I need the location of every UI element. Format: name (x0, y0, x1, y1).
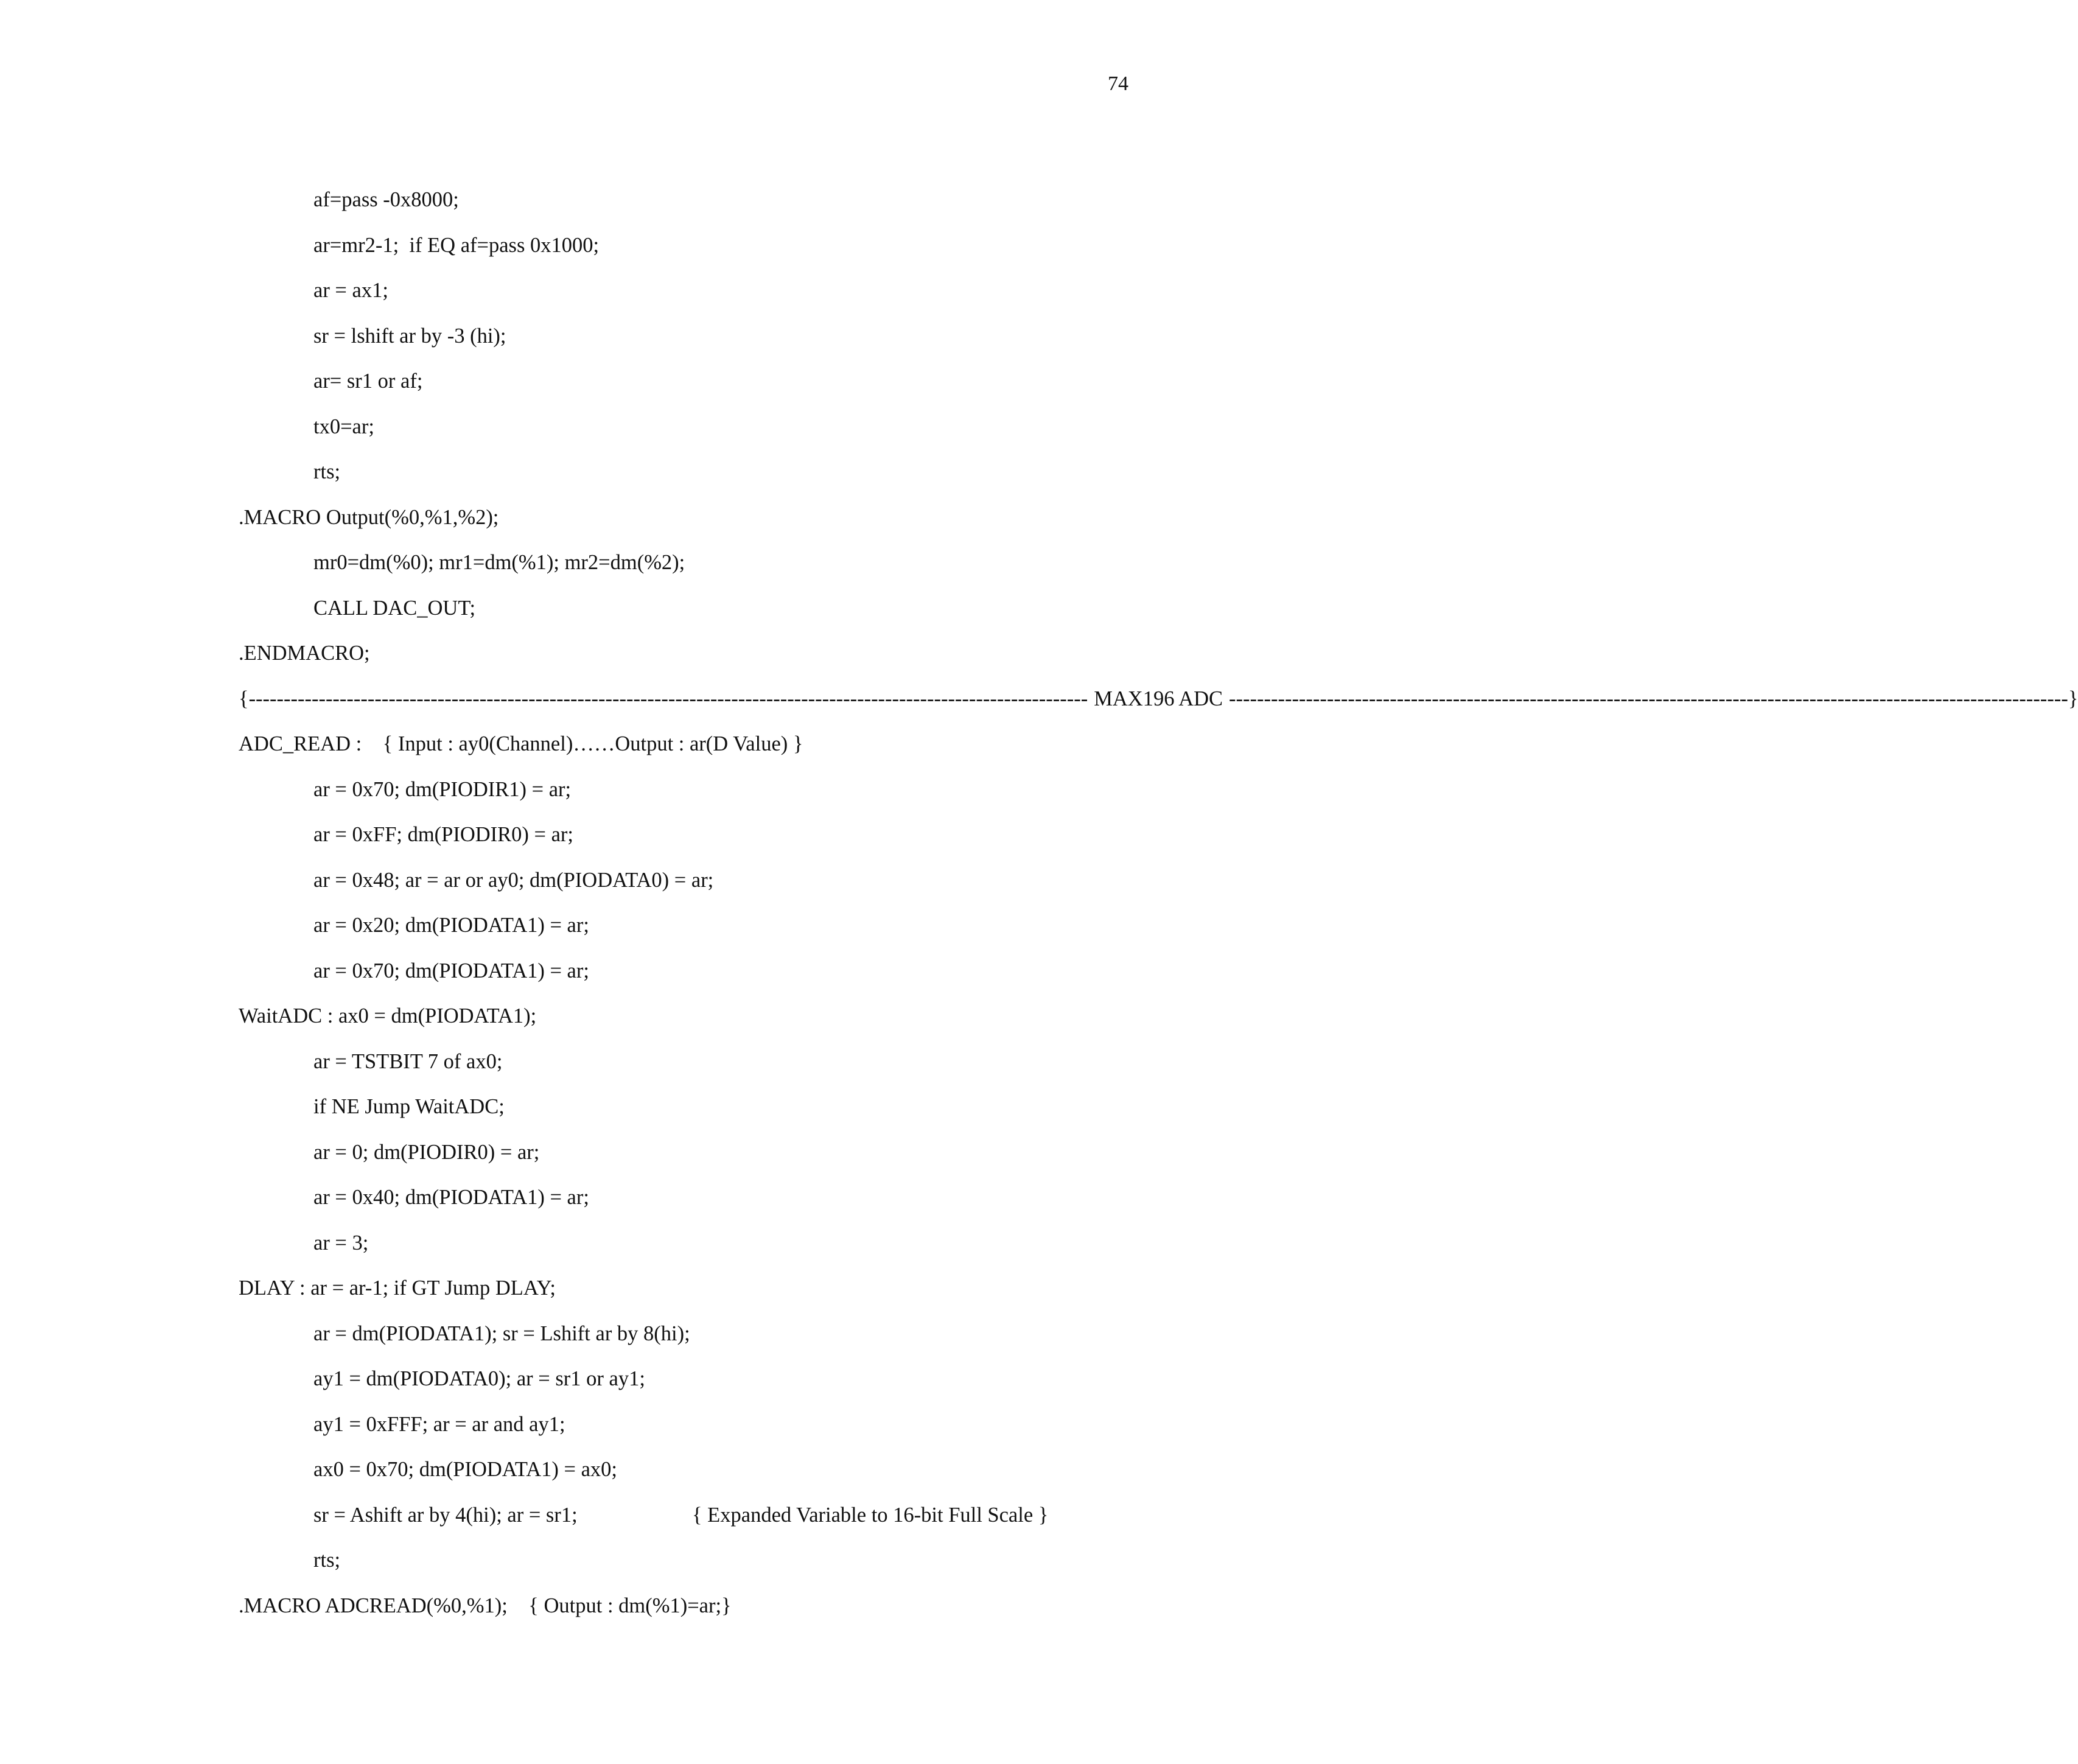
separator-open-brace: { (239, 687, 249, 710)
separator-label: MAX196 ADC (1094, 687, 1223, 710)
code-label-line (239, 505, 1133, 551)
code-text: .MACRO ADCREAD(%0,%1); { Output : dm(%1)=ar;} (239, 1594, 732, 1617)
code-text: ar = 0x20; dm(PIODATA1) = ar; (313, 914, 589, 937)
code-line (239, 1185, 1133, 1231)
separator-dashes-left: ------------------------------------------------------------------------------------------------------------------------ (248, 687, 1088, 710)
code-text: mr0=dm(%0); mr1=dm(%1); mr2=dm(%2); (313, 551, 685, 574)
code-text: sr = lshift ar by -3 (hi); (313, 324, 506, 348)
code-line (239, 913, 1133, 959)
code-text: sr = Ashift ar by 4(hi); ar = sr1; (313, 1503, 578, 1527)
code-text: .ENDMACRO; (239, 642, 370, 665)
code-label-line (239, 1594, 1133, 1639)
code-text: WaitADC : ax0 = dm(PIODATA1); (239, 1004, 537, 1027)
code-text: CALL DAC_OUT; (313, 596, 476, 620)
code-line (239, 1548, 1133, 1594)
code-text: ay1 = 0xFFF; ar = ar and ay1; (313, 1412, 565, 1436)
code-label-line (239, 1276, 1133, 1321)
code-text: ar = 0x70; dm(PIODATA1) = ar; (313, 959, 589, 982)
code-text: DLAY : ar = ar-1; if GT Jump DLAY; (239, 1276, 556, 1300)
code-text: ar = 0; dm(PIODIR0) = ar; (313, 1140, 540, 1164)
code-text: ar = TSTBIT 7 of ax0; (313, 1049, 503, 1073)
code-label-line (239, 641, 1133, 687)
code-line (239, 550, 1133, 596)
code-text: ar = 3; (313, 1231, 369, 1255)
code-line (239, 1140, 1133, 1186)
code-line (239, 1231, 1133, 1276)
code-text: tx0=ar; (313, 415, 374, 438)
code-text: ADC_READ : { Input : ay0(Channel)……Output : ar(D Value) } (239, 732, 803, 755)
code-line (239, 777, 1133, 823)
code-text: ay1 = dm(PIODATA0); ar = sr1 or ay1; (313, 1367, 645, 1390)
code-line (239, 278, 1133, 324)
code-line (239, 187, 1133, 233)
code-line (239, 1503, 1133, 1549)
code-text: rts; (313, 1549, 341, 1572)
code-text: ax0 = 0x70; dm(PIODATA1) = ax0; (313, 1458, 617, 1481)
code-label-line (239, 732, 1133, 777)
code-text: ar = dm(PIODATA1); sr = Lshift ar by 8(hi); (313, 1321, 690, 1345)
code-text: ar = ax1; (313, 279, 388, 302)
code-text: ar = 0x40; dm(PIODATA1) = ar; (313, 1186, 589, 1209)
code-line (239, 415, 1133, 460)
code-text: ar = 0x48; ar = ar or ay0; dm(PIODATA0) = ar; (313, 868, 714, 892)
code-line (239, 324, 1133, 369)
code-line (239, 959, 1133, 1004)
code-line (239, 596, 1133, 642)
code-text: rts; (313, 460, 341, 483)
code-text: af=pass -0x8000; (313, 188, 459, 211)
code-line (239, 822, 1133, 868)
code-comment: { Expanded Variable to 16-bit Full Scale } (692, 1503, 1049, 1527)
code-line (239, 1412, 1133, 1458)
code-line (239, 1094, 1133, 1140)
code-line (239, 460, 1133, 505)
code-line (239, 868, 1133, 914)
separator-close-brace: } (2068, 687, 2078, 710)
code-line (239, 1457, 1133, 1503)
code-text: ar=mr2-1; if EQ af=pass 0x1000; (313, 233, 600, 257)
code-line (239, 1367, 1133, 1412)
code-line (239, 369, 1133, 415)
page-number: 74 (1108, 72, 1128, 95)
code-text: ar= sr1 or af; (313, 369, 423, 393)
separator-dashes-right: ------------------------------------------------------------------------------------------------------------------------ (1229, 687, 2068, 710)
code-text: ar = 0xFF; dm(PIODIR0) = ar; (313, 823, 574, 846)
code-text: .MACRO Output(%0,%1,%2); (239, 505, 499, 529)
code-text: if NE Jump WaitADC; (313, 1095, 505, 1118)
section-separator (239, 687, 2078, 732)
code-label-line (239, 1004, 1133, 1049)
code-line (239, 1049, 1133, 1095)
code-text: ar = 0x70; dm(PIODIR1) = ar; (313, 777, 572, 801)
code-listing (239, 187, 2078, 1639)
code-line (239, 1321, 1133, 1367)
code-line (239, 233, 1133, 279)
